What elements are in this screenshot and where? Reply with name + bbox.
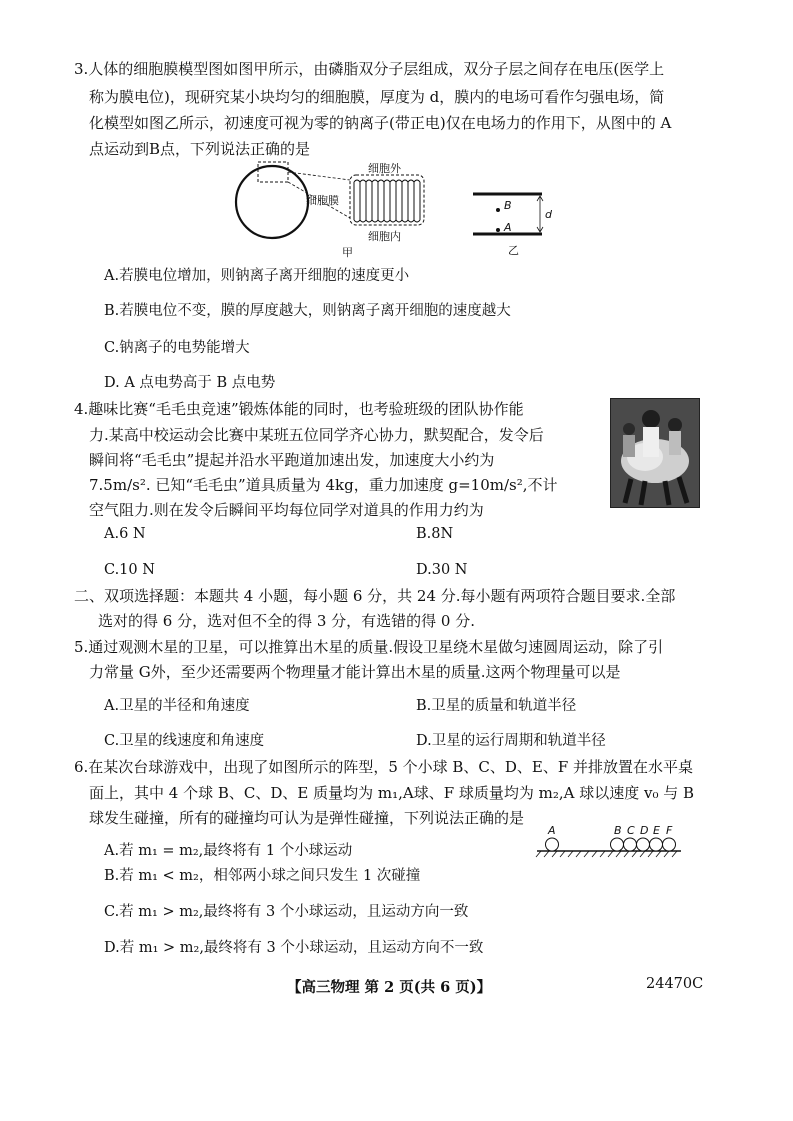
q6-option-a: A.若 m₁ = m₂,最终将有 1 个小球运动 (104, 843, 353, 859)
q5-option-a: A.卫星的半径和角速度 (104, 698, 250, 714)
ball-a (546, 838, 559, 851)
q4-line-4: 7.5m/s². 已知“毛毛虫”道具质量为 4kg，重力加速度 g=10m/s²,不计 (89, 476, 558, 494)
cell-circle (236, 166, 308, 238)
fig-a-caption: 甲 (342, 246, 353, 259)
q3-option-d: D. A 点电势高于 B 点电势 (104, 375, 276, 391)
ball-d (637, 838, 650, 851)
q4-line-1: 4.趣味比赛“毛毛虫竞速”锻炼体能的同时，也考验班级的团队协作能 (74, 400, 524, 418)
q4-option-b: B.8N (416, 526, 454, 542)
ball-e-label: E (653, 824, 660, 837)
ball-a-label: A (548, 824, 556, 837)
q5-line-2: 力常量 G外，至少还需要两个物理量才能计算出木星的质量.这两个物理量可以是 (89, 663, 621, 681)
q5-option-d: D.卫星的运行周期和轨道半径 (416, 733, 606, 749)
ball-f (663, 838, 676, 851)
section2-line-2: 选对的得 6 分，选对但不全的得 3 分，有选错的得 0 分. (98, 612, 476, 630)
ball-c (624, 838, 637, 851)
q3-line-2: 称为膜电位)，现研究某小块均匀的细胞膜，厚度为 d，膜内的电场可看作匀强电场，简 (89, 88, 665, 106)
fig-b-caption: 乙 (508, 244, 519, 257)
q3-line-3: 化模型如图乙所示，初速度可视为零的钠离子(带正电)仅在电场力的作用下，从图中的 A (89, 114, 672, 132)
q3-option-c: C.钠离子的电势能增大 (104, 340, 250, 356)
ball-b (611, 838, 624, 851)
ball-e (650, 838, 663, 851)
membrane-zoom (350, 175, 424, 225)
q6-option-c: C.若 m₁ > m₂,最终将有 3 个小球运动，且运动方向一致 (104, 904, 469, 920)
point-a-label: A (504, 221, 512, 234)
q4-line-2: 力.某高中校运动会比赛中某班五位同学齐心协力，默契配合，发令后 (89, 426, 544, 444)
q3-line-4: 点运动到B点，下列说法正确的是 (89, 140, 311, 158)
q3-option-a: A.若膜电位增加，则钠离子离开细胞的速度更小 (104, 268, 410, 284)
q4-line-3: 瞬间将“毛毛虫”提起并沿水平跑道加速出发，加速度大小约为 (89, 451, 495, 469)
q6-line-2: 面上，其中 4 个球 B、C、D、E 质量均为 m₁,A球、F 球质量均为 m₂,A 球以速度 v₀ 与 B (89, 784, 695, 802)
q4-line-5: 空气阻力.则在发令后瞬间平均每位同学对道具的作用力约为 (89, 501, 484, 519)
caterpillar-race-photo (610, 398, 700, 508)
q4-option-c: C.10 N (104, 562, 155, 578)
q3-option-b: B.若膜电位不变，膜的厚度越大，则钠离子离开细胞的速度越大 (104, 303, 511, 319)
q6-option-d: D.若 m₁ > m₂,最终将有 3 个小球运动，且运动方向不一致 (104, 940, 484, 956)
thickness-label: d (545, 208, 552, 221)
page-footer-title: 【高三物理 第 2 页(共 6 页)】 (287, 979, 492, 996)
q5-option-b: B.卫星的质量和轨道半径 (416, 698, 577, 714)
q3-line-1: 3.人体的细胞膜模型图如图甲所示，由磷脂双分子层组成，双分子层之间存在电压(医学上 (74, 60, 665, 78)
page-footer-code: 24470C (646, 976, 704, 992)
q6-line-3: 球发生碰撞，所有的碰撞均可认为是弹性碰撞，下列说法正确的是 (89, 809, 525, 827)
parallel-plate-figure (470, 188, 560, 260)
table-hatching (536, 851, 677, 857)
billiard-balls-figure (535, 826, 685, 858)
q4-option-d: D.30 N (416, 562, 468, 578)
point-b-label: B (504, 199, 512, 212)
ball-b-label: B (614, 824, 622, 837)
outside-cell-label: 细胞外 (368, 162, 401, 175)
ball-d-label: D (640, 824, 649, 837)
q5-option-c: C.卫星的线速度和角速度 (104, 733, 265, 749)
ball-f-label: F (666, 824, 673, 837)
inside-cell-label: 细胞内 (368, 230, 401, 243)
q6-option-b: B.若 m₁ < m₂，相邻两小球之间只发生 1 次碰撞 (104, 868, 421, 884)
section2-line-1: 二、双项选择题：本题共 4 小题，每小题 6 分，共 24 分.每小题有两项符合题目要求.全部 (74, 587, 676, 605)
q4-option-a: A.6 N (104, 526, 146, 542)
q5-line-1: 5.通过观测木星的卫星，可以推算出木星的质量.假设卫星绕木星做匀速圆周运动，除了引 (74, 638, 664, 656)
cell-membrane-label: 细胞膜 (306, 194, 339, 207)
ball-c-label: C (627, 824, 635, 837)
q6-line-1: 6.在某次台球游戏中，出现了如图所示的阵型，5 个小球 B、C、D、E、F 并排放置在水平桌 (74, 758, 694, 776)
cell-membrane-figure (230, 160, 440, 260)
lipid-bilayer (354, 180, 420, 222)
